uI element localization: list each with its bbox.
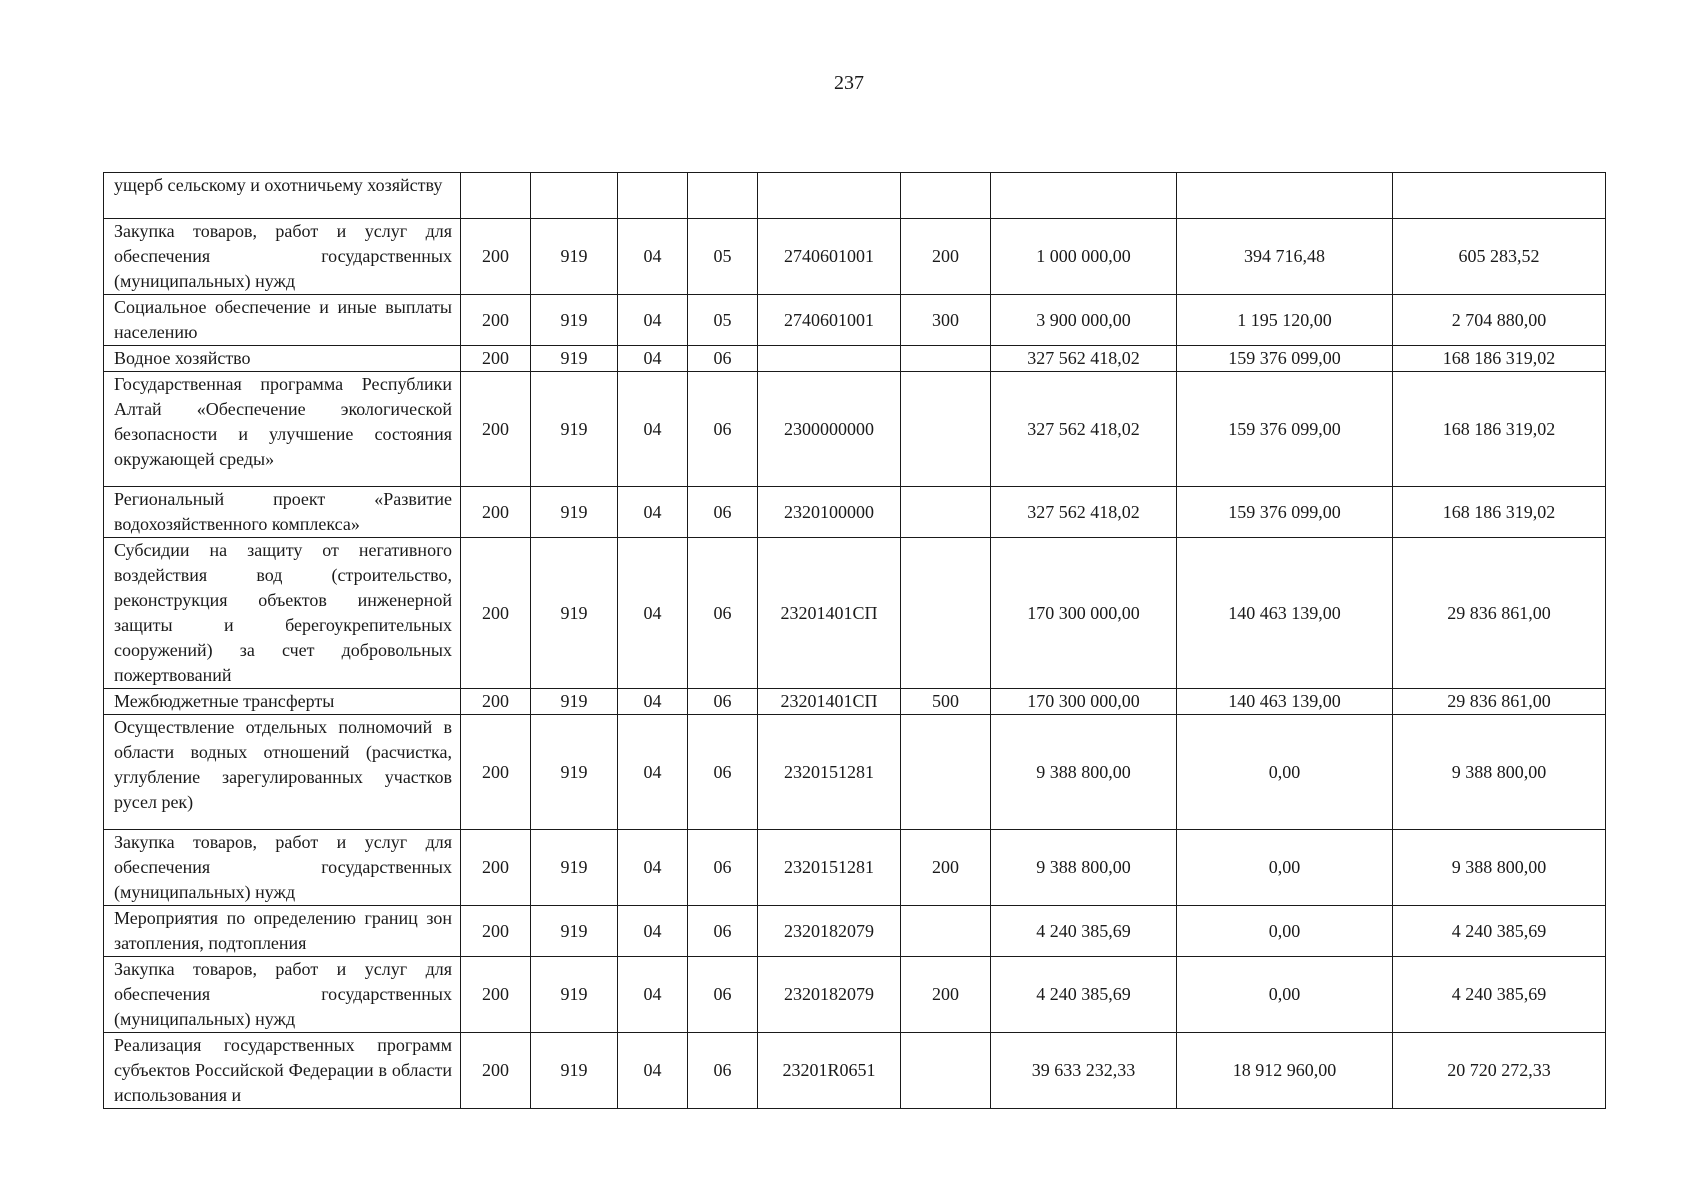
ministry-code-cell: 919: [531, 830, 618, 906]
executed-amount-cell: 18 912 960,00: [1177, 1033, 1393, 1109]
remaining-amount-cell: 29 836 861,00: [1393, 538, 1606, 689]
remaining-amount-cell: 168 186 319,02: [1393, 372, 1606, 487]
executed-amount-cell: 0,00: [1177, 957, 1393, 1033]
expense-type-code-cell: 200: [901, 830, 991, 906]
executed-amount-cell: 159 376 099,00: [1177, 346, 1393, 372]
table-row: [104, 372, 1606, 487]
section-code-cell: 200: [461, 219, 531, 295]
row-name-cell: Водное хозяйство: [104, 346, 461, 372]
table-row: [104, 295, 1606, 346]
subsection-code-cell: 06: [688, 957, 758, 1033]
table-row: [104, 715, 1606, 830]
row-name-cell: Государственная программа Республики Алтай «Обеспечение экологической безопасности и улучшение состояния окружающей среды»: [104, 372, 461, 487]
remaining-amount-cell: 168 186 319,02: [1393, 487, 1606, 538]
executed-amount-cell: 159 376 099,00: [1177, 487, 1393, 538]
table-row: [104, 957, 1606, 1033]
target-article-code-cell: 2320182079: [758, 957, 901, 1033]
planned-amount-cell: 4 240 385,69: [991, 957, 1177, 1033]
planned-amount-cell: 327 562 418,02: [991, 372, 1177, 487]
section-code-cell: 200: [461, 538, 531, 689]
subsection-code-cell: [688, 173, 758, 219]
expense-type-code-cell: 200: [901, 957, 991, 1033]
section-code-cell: 200: [461, 487, 531, 538]
remaining-amount-cell: 20 720 272,33: [1393, 1033, 1606, 1109]
executed-amount-cell: 394 716,48: [1177, 219, 1393, 295]
executed-amount-cell: 0,00: [1177, 906, 1393, 957]
planned-amount-cell: 9 388 800,00: [991, 830, 1177, 906]
chapter-code-cell: [618, 173, 688, 219]
section-code-cell: 200: [461, 295, 531, 346]
expense-type-code-cell: [901, 346, 991, 372]
chapter-code-cell: 04: [618, 830, 688, 906]
ministry-code-cell: 919: [531, 906, 618, 957]
remaining-amount-cell: 4 240 385,69: [1393, 906, 1606, 957]
planned-amount-cell: 327 562 418,02: [991, 487, 1177, 538]
planned-amount-cell: 39 633 232,33: [991, 1033, 1177, 1109]
table-row: [104, 1033, 1606, 1109]
chapter-code-cell: 04: [618, 1033, 688, 1109]
row-name-cell: Закупка товаров, работ и услуг для обеспечения государственных (муниципальных) нужд: [104, 957, 461, 1033]
executed-amount-cell: 0,00: [1177, 830, 1393, 906]
expense-type-code-cell: [901, 906, 991, 957]
subsection-code-cell: 06: [688, 906, 758, 957]
executed-amount-cell: 140 463 139,00: [1177, 538, 1393, 689]
expense-type-code-cell: 500: [901, 689, 991, 715]
chapter-code-cell: 04: [618, 689, 688, 715]
table-row: [104, 219, 1606, 295]
chapter-code-cell: 04: [618, 372, 688, 487]
table-row: [104, 906, 1606, 957]
target-article-code-cell: 23201401СП: [758, 538, 901, 689]
ministry-code-cell: 919: [531, 295, 618, 346]
remaining-amount-cell: 168 186 319,02: [1393, 346, 1606, 372]
remaining-amount-cell: 2 704 880,00: [1393, 295, 1606, 346]
ministry-code-cell: 919: [531, 346, 618, 372]
planned-amount-cell: 9 388 800,00: [991, 715, 1177, 830]
target-article-code-cell: 2320182079: [758, 906, 901, 957]
remaining-amount-cell: 9 388 800,00: [1393, 715, 1606, 830]
table-row: [104, 173, 1606, 219]
planned-amount-cell: 4 240 385,69: [991, 906, 1177, 957]
section-code-cell: 200: [461, 346, 531, 372]
section-code-cell: 200: [461, 689, 531, 715]
target-article-code-cell: 2740601001: [758, 219, 901, 295]
ministry-code-cell: 919: [531, 372, 618, 487]
section-code-cell: 200: [461, 715, 531, 830]
planned-amount-cell: 327 562 418,02: [991, 346, 1177, 372]
planned-amount-cell: 170 300 000,00: [991, 538, 1177, 689]
subsection-code-cell: 06: [688, 830, 758, 906]
target-article-code-cell: 2320151281: [758, 830, 901, 906]
subsection-code-cell: 06: [688, 372, 758, 487]
target-article-code-cell: 23201401СП: [758, 689, 901, 715]
expense-type-code-cell: [901, 487, 991, 538]
row-name-cell: Реализация государственных программ субъектов Российской Федерации в области использования и: [104, 1033, 461, 1109]
table-row: [104, 487, 1606, 538]
expense-type-code-cell: [901, 372, 991, 487]
chapter-code-cell: 04: [618, 219, 688, 295]
target-article-code-cell: 2320100000: [758, 487, 901, 538]
row-name-cell: Мероприятия по определению границ зон затопления, подтопления: [104, 906, 461, 957]
ministry-code-cell: 919: [531, 219, 618, 295]
executed-amount-cell: 1 195 120,00: [1177, 295, 1393, 346]
remaining-amount-cell: 29 836 861,00: [1393, 689, 1606, 715]
ministry-code-cell: 919: [531, 957, 618, 1033]
chapter-code-cell: 04: [618, 295, 688, 346]
subsection-code-cell: 06: [688, 1033, 758, 1109]
section-code-cell: 200: [461, 957, 531, 1033]
table-row: [104, 689, 1606, 715]
section-code-cell: 200: [461, 372, 531, 487]
row-name-cell: Закупка товаров, работ и услуг для обеспечения государственных (муниципальных) нужд: [104, 219, 461, 295]
budget-table: [103, 172, 1606, 1109]
executed-amount-cell: 0,00: [1177, 715, 1393, 830]
row-name-cell: Субсидии на защиту от негативного воздействия вод (строительство, реконструкция объектов инженерной защиты и берегоукрепительных сооружений) за счет добровольных пожертвований: [104, 538, 461, 689]
page-number: 237: [834, 72, 864, 94]
target-article-code-cell: 2740601001: [758, 295, 901, 346]
target-article-code-cell: [758, 173, 901, 219]
chapter-code-cell: 04: [618, 346, 688, 372]
planned-amount-cell: 3 900 000,00: [991, 295, 1177, 346]
row-name-cell: Социальное обеспечение и иные выплаты населению: [104, 295, 461, 346]
chapter-code-cell: 04: [618, 957, 688, 1033]
section-code-cell: 200: [461, 906, 531, 957]
chapter-code-cell: 04: [618, 906, 688, 957]
expense-type-code-cell: 200: [901, 219, 991, 295]
section-code-cell: 200: [461, 1033, 531, 1109]
subsection-code-cell: 06: [688, 346, 758, 372]
table-row: [104, 830, 1606, 906]
planned-amount-cell: [991, 173, 1177, 219]
expense-type-code-cell: [901, 538, 991, 689]
planned-amount-cell: 1 000 000,00: [991, 219, 1177, 295]
expense-type-code-cell: [901, 173, 991, 219]
subsection-code-cell: 05: [688, 219, 758, 295]
expense-type-code-cell: 300: [901, 295, 991, 346]
subsection-code-cell: 06: [688, 538, 758, 689]
remaining-amount-cell: 4 240 385,69: [1393, 957, 1606, 1033]
target-article-code-cell: 2300000000: [758, 372, 901, 487]
executed-amount-cell: [1177, 173, 1393, 219]
ministry-code-cell: 919: [531, 1033, 618, 1109]
table-body: [104, 173, 1606, 1109]
target-article-code-cell: 2320151281: [758, 715, 901, 830]
subsection-code-cell: 06: [688, 487, 758, 538]
ministry-code-cell: 919: [531, 715, 618, 830]
ministry-code-cell: [531, 173, 618, 219]
table-row: [104, 538, 1606, 689]
chapter-code-cell: 04: [618, 487, 688, 538]
row-name-cell: Осуществление отдельных полномочий в области водных отношений (расчистка, углубление зарегулированных участков русел рек): [104, 715, 461, 830]
expense-type-code-cell: [901, 1033, 991, 1109]
table-row: [104, 346, 1606, 372]
subsection-code-cell: 05: [688, 295, 758, 346]
row-name-cell: Межбюджетные трансферты: [104, 689, 461, 715]
remaining-amount-cell: 9 388 800,00: [1393, 830, 1606, 906]
subsection-code-cell: 06: [688, 689, 758, 715]
remaining-amount-cell: 605 283,52: [1393, 219, 1606, 295]
executed-amount-cell: 140 463 139,00: [1177, 689, 1393, 715]
section-code-cell: 200: [461, 830, 531, 906]
row-name-cell: Региональный проект «Развитие водохозяйственного комплекса»: [104, 487, 461, 538]
row-name-cell: ущерб сельскому и охотничьему хозяйству: [104, 173, 461, 219]
expense-type-code-cell: [901, 715, 991, 830]
row-name-cell: Закупка товаров, работ и услуг для обеспечения государственных (муниципальных) нужд: [104, 830, 461, 906]
remaining-amount-cell: [1393, 173, 1606, 219]
chapter-code-cell: 04: [618, 715, 688, 830]
executed-amount-cell: 159 376 099,00: [1177, 372, 1393, 487]
planned-amount-cell: 170 300 000,00: [991, 689, 1177, 715]
chapter-code-cell: 04: [618, 538, 688, 689]
target-article-code-cell: 23201R0651: [758, 1033, 901, 1109]
ministry-code-cell: 919: [531, 689, 618, 715]
subsection-code-cell: 06: [688, 715, 758, 830]
section-code-cell: [461, 173, 531, 219]
ministry-code-cell: 919: [531, 487, 618, 538]
target-article-code-cell: [758, 346, 901, 372]
ministry-code-cell: 919: [531, 538, 618, 689]
